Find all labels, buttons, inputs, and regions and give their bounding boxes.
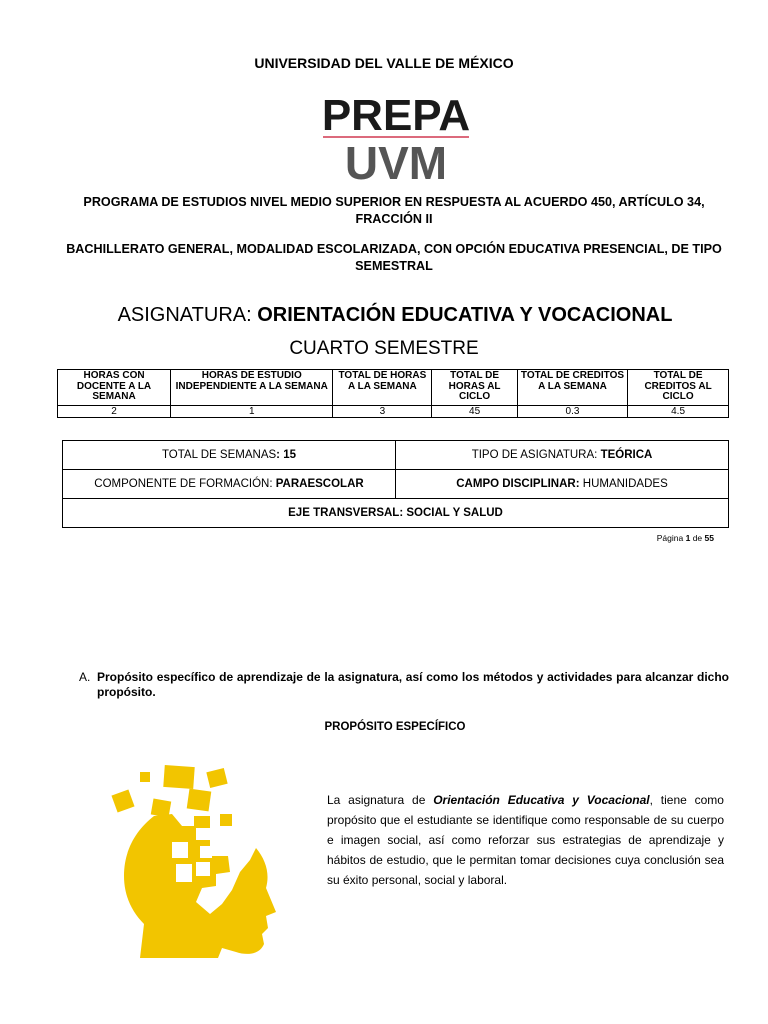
section-title: Propósito específico de aprendizaje de la asignatura, así como los métodos y actividades para alcanzar dicho propósito. — [97, 670, 729, 699]
puzzle-piece — [220, 814, 232, 826]
hours-value-row — [58, 406, 729, 418]
page-number: Página 1 de 55 — [656, 533, 714, 543]
hours-value-cell: 4.5 — [628, 406, 729, 418]
hours-header-cell: TOTAL DE HORAS AL CICLO — [432, 370, 517, 406]
subject-emphasis: Orientación Educativa y Vocacional — [433, 793, 650, 807]
subject-name: ORIENTACIÓN EDUCATIVA Y VOCACIONAL — [257, 304, 673, 326]
hours-header-cell: HORAS DE ESTUDIO INDEPENDIENTE A LA SEMANA — [171, 370, 333, 406]
puzzle-piece — [163, 765, 194, 789]
purpose-paragraph: La asignatura de Orientación Educativa y Vocacional, tiene como propósito que el estudiante se identifique como responsable de su cuerpo e imagen social, así como reforzar sus estrategias de aprendizaje y hábitos de estudio, que le permitan tomar decisiones cuya conclusión sea su éxito personal, social y laboral. — [327, 793, 724, 887]
subject-title — [0, 304, 768, 327]
field-cell — [396, 470, 729, 499]
hours-table — [57, 369, 729, 418]
head-silhouette — [124, 814, 276, 958]
section-letter: A. — [79, 670, 91, 684]
bachillerato-statement: BACHILLERATO GENERAL, MODALIDAD ESCOLARIZADA, CON OPCIÓN EDUCATIVA PRESENCIAL, DE TIPO SEMESTRAL — [66, 242, 722, 273]
program-statement: PROGRAMA DE ESTUDIOS NIVEL MEDIO SUPERIOR EN RESPUESTA AL ACUERDO 450, ARTÍCULO 34, FRACCIÓN II — [83, 195, 705, 226]
weeks-cell — [63, 441, 396, 470]
axis-cell — [63, 499, 729, 528]
hours-header-cell: HORAS CON DOCENTE A LA SEMANA — [58, 370, 171, 406]
axis-value: : SOCIAL Y SALUD — [399, 507, 503, 519]
puzzle-piece — [206, 768, 227, 788]
component-cell — [63, 470, 396, 499]
subject-info-table — [62, 440, 729, 528]
axis-label: EJE TRANSVERSAL — [288, 507, 400, 519]
prepa-uvm-logo — [319, 90, 473, 182]
puzzle-piece — [140, 772, 150, 782]
field-label: CAMPO DISCIPLINAR: — [456, 478, 580, 490]
head-gap-square — [172, 842, 188, 858]
type-cell — [396, 441, 729, 470]
logo-uvm-text: UVM — [344, 137, 448, 182]
hours-header-cell: TOTAL DE CREDITOS AL CICLO — [628, 370, 729, 406]
field-value: HUMANIDADES — [579, 478, 668, 490]
hours-header-cell: TOTAL DE HORAS A LA SEMANA — [333, 370, 432, 406]
puzzle-piece — [187, 789, 212, 812]
type-value: TEÓRICA — [600, 449, 653, 461]
head-gap-square — [176, 864, 192, 882]
type-label: TIPO DE ASIGNATURA: — [471, 449, 601, 461]
component-label: COMPONENTE DE FORMACIÓN: — [94, 478, 276, 490]
head-puzzle-illustration — [110, 764, 280, 958]
logo-prepa-text: PREPA — [321, 91, 471, 140]
hours-value-cell: 45 — [432, 406, 517, 418]
puzzle-piece — [111, 789, 134, 812]
head-gap-square — [200, 846, 212, 858]
weeks-label: TOTAL DE SEMANAS — [161, 449, 277, 461]
hours-value-cell: 3 — [333, 406, 432, 418]
purpose-heading: PROPÓSITO ESPECÍFICO — [324, 721, 466, 733]
puzzle-piece — [194, 816, 210, 828]
subject-label: ASIGNATURA: — [117, 304, 258, 326]
puzzle-piece — [151, 799, 172, 818]
university-title: UNIVERSIDAD DEL VALLE DE MÉXICO — [254, 55, 514, 71]
weeks-value: : 15 — [276, 449, 296, 461]
section-a — [79, 670, 729, 700]
component-value: PARAESCOLAR — [275, 478, 364, 490]
hours-value-cell: 1 — [171, 406, 333, 418]
hours-header-row — [58, 370, 729, 406]
semester-title: CUARTO SEMESTRE — [289, 338, 479, 359]
hours-value-cell: 0.3 — [517, 406, 627, 418]
hours-header-cell: TOTAL DE CREDITOS A LA SEMANA — [517, 370, 627, 406]
head-gap-square — [196, 862, 210, 876]
hours-value-cell: 2 — [58, 406, 171, 418]
